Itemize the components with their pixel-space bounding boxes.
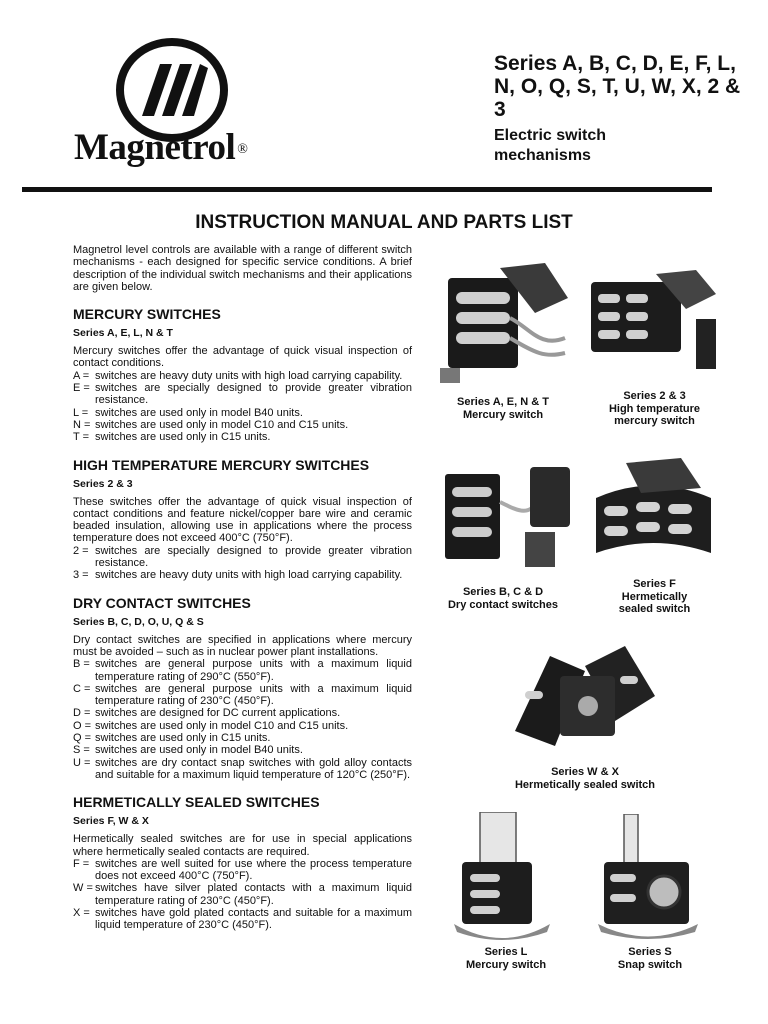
series-s-snap-switch-photo [596,814,700,944]
section-subheading: Series F, W & X [73,815,149,828]
section-heading: DRY CONTACT SWITCHES [73,594,251,611]
series-title: Series A, B, C, D, E, F, L, N, O, Q, S, T, U, W, X, 2 & 3 [494,52,741,121]
list-item: Q = switches are used only in C15 units. [73,732,271,745]
figure-caption: Series L Mercury switch [465,946,547,971]
figure-caption: Series S Snap switch [617,946,683,971]
figure-caption: Series F Hermetically sealed switch [618,578,691,615]
section-heading: HERMETICALLY SEALED SWITCHES [73,794,320,811]
definition-list [73,370,412,444]
list-item: E = switches are specially designed to provide greater vibration resistance. [73,382,412,407]
list-item: F = switches are well suited for use where the process temperature does not exceed 400°C (750°F). [73,857,412,883]
section-subheading: Series 2 & 3 [73,477,133,490]
subtitle: Electric switch mechanisms [494,127,607,164]
section-hermetically-sealed [73,794,412,931]
figure-caption: Series A, E, N & T Mercury switch [457,396,549,421]
section-heading: MERCURY SWITCHES [73,306,221,323]
list-item: D = switches are designed for DC current applications. [73,707,341,720]
brand-name: Magnetrol ® [74,127,248,168]
section-dry-contact [73,595,412,782]
definition-list [73,658,412,781]
definition-list [73,858,412,932]
section-text: These switches offer the advantage of quick visual inspection of contact conditions and feature nickel/copper bare wire and ceramic beaded insulation, allowing use in applications where the process temperature does not exceed 400°C (750°F). [73,495,412,545]
section-subheading: Series A, E, L, N & T [73,327,173,340]
section-text: Mercury switches offer the advantage of quick visual inspection of contact conditions. [73,345,412,370]
intro-paragraph: Magnetrol level controls are available with a range of different switch mechanisms - each designed for specific service conditions. A brief description of the individual switch mechanisms and their applications are given below. [73,244,412,293]
list-item: O = switches are used only in model C10 and C15 units. [73,719,349,732]
section-text: Hermetically sealed switches are for use in special applications where hermetically sealed contacts are required. [73,833,412,858]
hermetically-sealed-switch-w-x-photo [510,636,660,754]
definition-list [73,545,412,582]
list-item: N = switches are used only in model C10 and C15 units. [73,418,349,431]
series-l-mercury-switch-photo [452,812,552,944]
list-item: U = switches are dry contact snap switches with gold alloy contacts and suitable for a maximum liquid temperature of 120°C (250°F). [73,756,412,781]
mercury-switch-photo [440,258,575,383]
section-mercury [73,306,412,443]
hermetically-sealed-switch-photo [586,458,721,570]
section-subheading: Series B, C, D, O, U, Q & S [73,615,204,628]
dry-contact-switch-photo [440,462,575,572]
list-item: W = switches have silver plated contacts with a maximum liquid temperature rating of 230°C (450°F). [73,882,412,907]
registered-mark: ® [237,142,248,157]
figure-caption: Series W & X Hermetically sealed switch [514,766,655,791]
list-item: L = switches are used only in model B40 units. [73,406,303,419]
list-item: C = switches are general purpose units with a maximum liquid temperature rating of 230°C (450°F). [73,682,412,708]
list-item: X = switches have gold plated contacts and suitable for a maximum liquid temperature of 230°C (450°F). [73,906,412,932]
list-item: 3 = switches are heavy duty units with high load carrying capability. [73,569,403,582]
section-text: Dry contact switches are specified in applications where mercury must be avoided – such as in nuclear power plant installations. [73,633,412,658]
section-high-temperature [73,457,412,582]
list-item: B = switches are general purpose units with a maximum liquid temperature rating of 290°C (550°F). [73,658,412,683]
figure-caption: Series B, C & D Dry contact switches [447,586,559,611]
list-item: T = switches are used only in C15 units. [73,431,271,444]
high-temperature-mercury-switch-photo [586,264,721,374]
list-item: S = switches are used only in model B40 units. [73,744,303,757]
section-heading: HIGH TEMPERATURE MERCURY SWITCHES [73,456,370,473]
list-item: A = switches are heavy duty units with high load carrying capability. [73,369,403,382]
figure-caption: Series 2 & 3 High temperature mercury switch [608,390,701,427]
text-column [73,244,412,932]
header-divider [22,187,712,192]
page-title: INSTRUCTION MANUAL AND PARTS LIST [195,212,573,233]
list-item: 2 = switches are specially designed to provide greater vibration resistance. [73,544,412,570]
